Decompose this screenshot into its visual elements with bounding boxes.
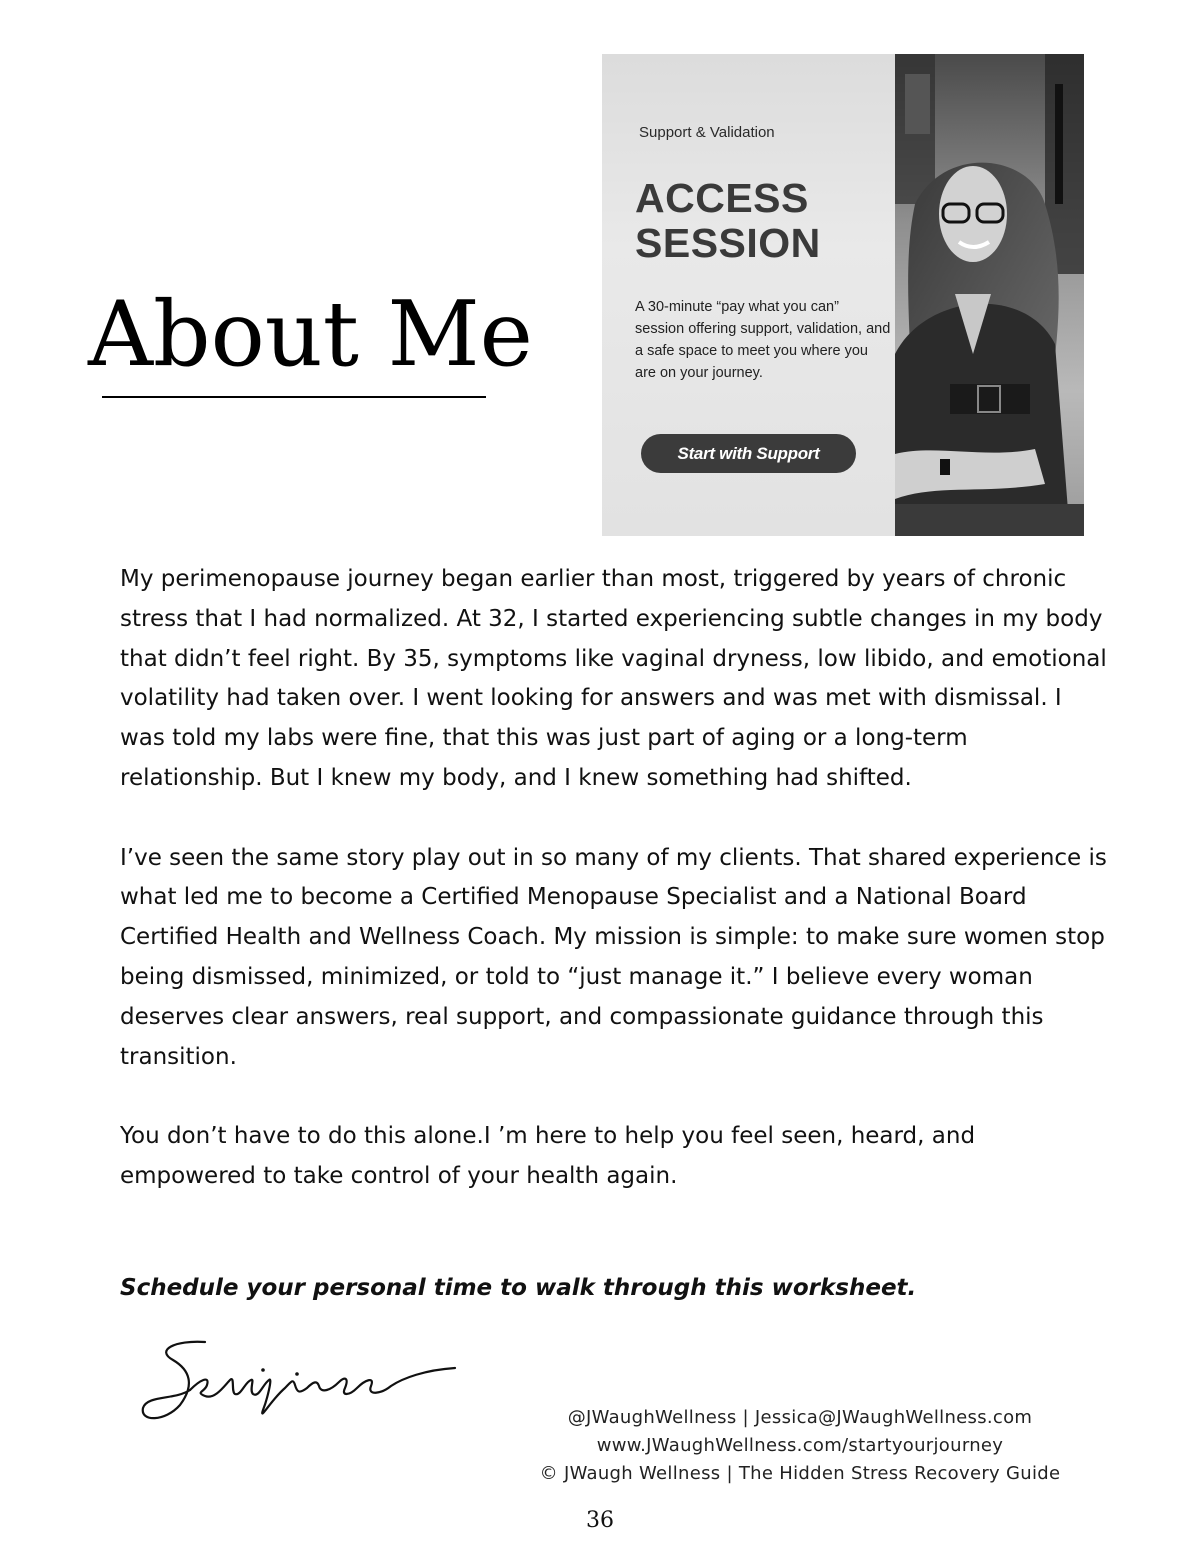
start-with-support-button[interactable]: Start with Support — [641, 434, 856, 473]
about-paragraph-2: I’ve seen the same story play out in so many of my clients. That shared experience is what led me to become a Certified Menopause Specialist and a National Board Certified Health and Wellness Coach. My mission is simple: to make sure women stop being dismissed, minimized, or told to “just manage it.” I believe every woman deserves clear answers, real support, and compassionate guidance through this transition. — [120, 844, 1107, 1070]
page-number: 36 — [586, 1508, 614, 1533]
promo-kicker: Support & Validation — [639, 124, 775, 141]
coach-portrait-photo — [895, 54, 1084, 536]
about-paragraph-1: My perimenopause journey began earlier than most, triggered by years of chronic stress that I had normalized. At 32, I started experiencing subtle changes in my body that didn’t feel right. By 35, symptoms like vaginal dryness, low libido, and emotional volatility had taken over. I went looking for answers and was met with dismissal. I was told my labs were fine, that this was just part of aging or a long-term relationship. But I knew my body, and I knew something had shifted. — [120, 566, 1107, 791]
about-paragraph-3: You don’t have to do this alone.I ’m here to help you feel seen, heard, and empowered to take control of your health again. — [120, 1123, 976, 1189]
promo-heading — [635, 176, 821, 266]
footer-contact-line[interactable]: @JWaughWellness | Jessica@JWaughWellness.com — [567, 1407, 1033, 1428]
schedule-cta: Schedule your personal time to walk through this worksheet. — [120, 1275, 917, 1301]
promo-description: A 30-minute “pay what you can” session offering support, validation, and a safe space to meet you where you are on your journey. — [635, 299, 891, 381]
promo-heading-line2: SESSION — [635, 220, 821, 266]
page-title: About Me — [88, 282, 533, 387]
footer-copyright: © JWaugh Wellness | The Hidden Stress Recovery Guide — [539, 1463, 1061, 1484]
access-session-promo[interactable] — [602, 54, 1084, 536]
about-body — [120, 560, 1110, 1237]
footer-contact — [500, 1404, 1100, 1488]
footer-url[interactable]: www.JWaughWellness.com/startyourjourney — [596, 1435, 1004, 1456]
title-underline — [102, 396, 486, 398]
promo-heading-line1: ACCESS — [635, 175, 809, 221]
signature — [135, 1330, 465, 1430]
